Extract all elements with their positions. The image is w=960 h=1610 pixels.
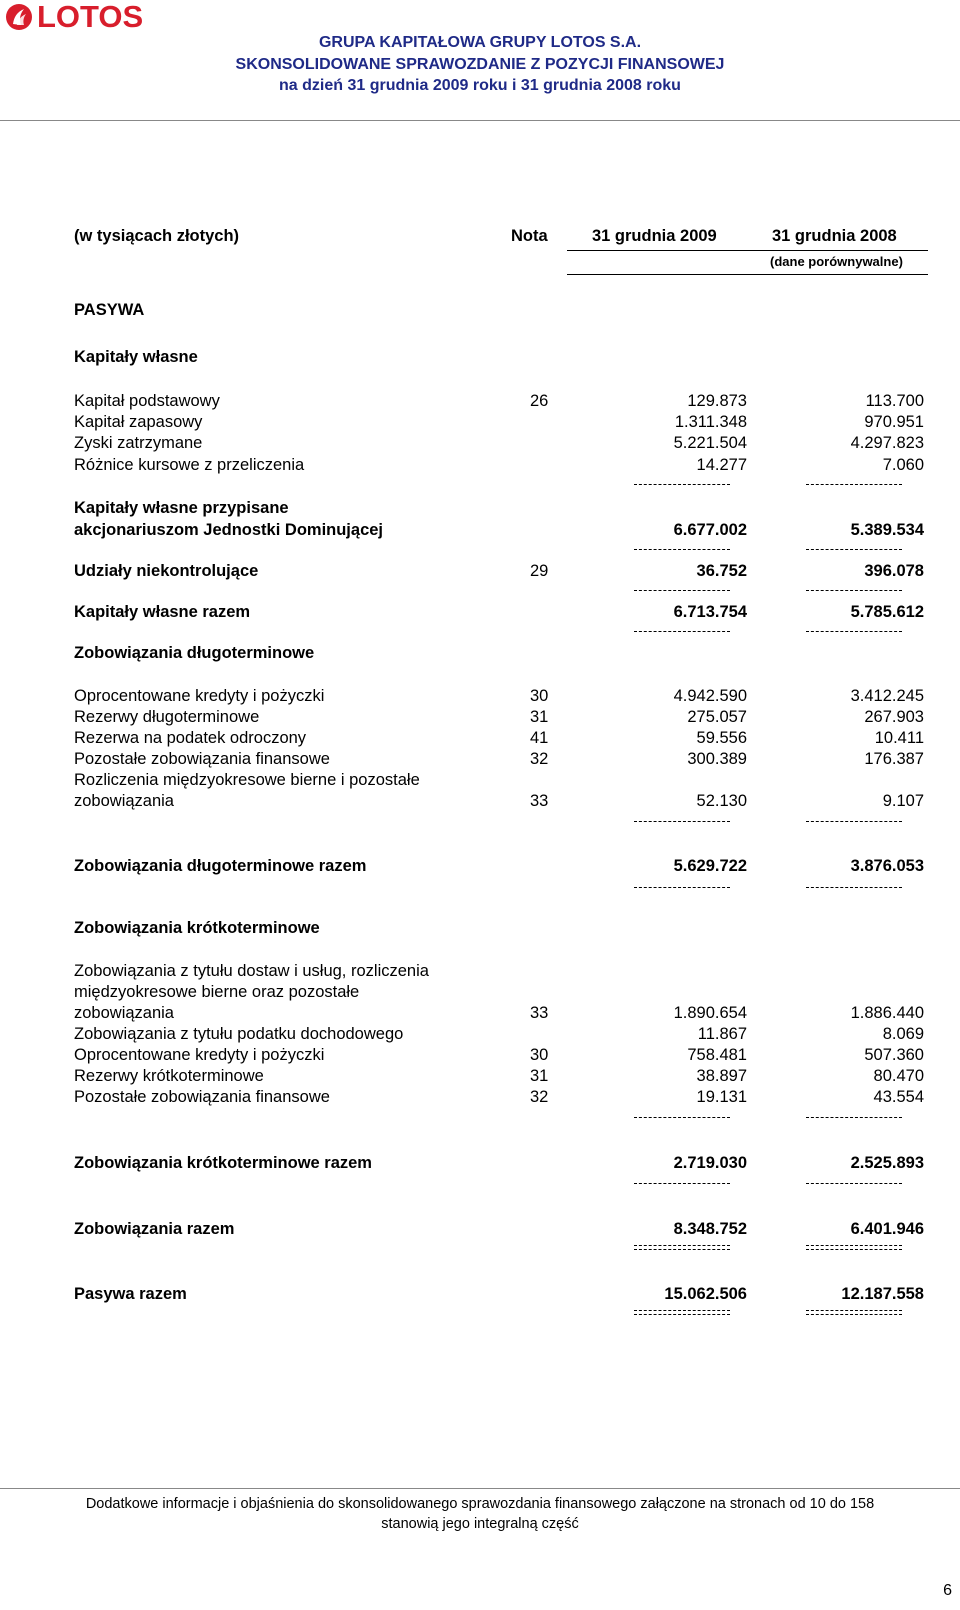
row-nota: 30 [530,1046,549,1064]
row-value-2008: 43.554 [873,1088,924,1106]
subtotal-separator [806,549,902,550]
subtotal-separator [806,887,902,888]
trade-label-line2: międzyokresowe bierne oraz pozostałe [74,983,360,1001]
equity-total-2009: 6.713.754 [673,603,747,621]
row-value-2009: 275.057 [687,708,747,726]
longterm-total-label: Zobowiązania długoterminowe razem [74,857,367,875]
header-line-2: SKONSOLIDOWANE SPRAWOZDANIE Z POZYCJI FINANSOWEJ [235,56,725,73]
row-nota: 30 [530,687,549,705]
header-underline [567,250,928,251]
trade-label-line1: Zobowiązania z tytułu dostaw i usług, rozliczenia [74,962,429,980]
row-value-2009: 1.311.348 [674,413,747,431]
row-label: Różnice kursowe z przeliczenia [74,456,305,474]
header-underline-2 [567,274,928,275]
shortterm-heading: Zobowiązania krótkoterminowe [74,919,320,937]
total-double-separator [806,1245,902,1250]
company-logo [4,0,143,34]
row-value-2008: 267.903 [864,708,924,726]
subtotal-separator [634,887,730,888]
nci-nota: 29 [530,562,549,580]
nci-value-2009: 36.752 [696,562,747,580]
attributable-value-2009: 6.677.002 [673,521,747,539]
row-value-2008: 3.412.245 [850,687,924,705]
col-2008-subheader: (dane porównywalne) [770,254,903,269]
row-label: Rezerwy długoterminowe [74,708,260,726]
col-2009-header: 31 grudnia 2009 [592,227,717,245]
footer-note-line1: Dodatkowe informacje i objaśnienia do skonsolidowanego sprawozdania finansowego załączone na stronach od 10 do 158 [85,1496,875,1512]
header-divider [0,120,960,121]
trade-value-2009: 1.890.654 [673,1004,747,1022]
subtotal-separator [634,1183,730,1184]
row-label: Zobowiązania z tytułu podatku dochodowego [74,1025,404,1043]
row-nota: 41 [530,729,549,747]
trade-nota: 33 [530,1004,549,1022]
row-label: Oprocentowane kredyty i pożyczki [74,687,325,705]
equity-total-2008: 5.785.612 [850,603,924,621]
shortterm-total-label: Zobowiązania krótkoterminowe razem [74,1154,372,1172]
subtotal-separator [806,1183,902,1184]
row-value-2008: 80.470 [873,1067,924,1085]
subtotal-separator [806,631,902,632]
row-nota: 32 [530,750,549,768]
shortterm-total-2009: 2.719.030 [673,1154,747,1172]
subtotal-separator [634,1117,730,1118]
row-value-2009: 59.556 [696,729,747,747]
lotos-flame-icon [4,2,34,32]
row-value-2008: 4.297.823 [850,434,924,452]
footer-note-line2: stanowią jego integralną część [381,1516,579,1532]
row-label: Rezerwa na podatek odroczony [74,729,307,747]
row-value-2008: 176.387 [864,750,924,768]
subtotal-separator [806,590,902,591]
liabilities-total-2008: 6.401.946 [850,1220,924,1238]
liabilities-total-label: Zobowiązania razem [74,1220,235,1238]
subtotal-separator [634,590,730,591]
row-value-2009: 19.131 [696,1088,747,1106]
accruals-nota: 33 [530,792,549,810]
subtotal-separator [634,821,730,822]
row-value-2008: 507.360 [864,1046,924,1064]
row-label: Kapitał podstawowy [74,392,220,410]
shortterm-total-2008: 2.525.893 [850,1154,924,1172]
equity-heading: Kapitały własne [74,348,198,366]
accruals-value-2009: 52.130 [696,792,747,810]
longterm-heading: Zobowiązania długoterminowe [74,644,315,662]
row-value-2009: 5.221.504 [673,434,747,452]
row-value-2008: 8.069 [882,1025,924,1043]
subtotal-separator [806,821,902,822]
total-double-separator [806,1310,902,1315]
accruals-value-2008: 9.107 [882,792,924,810]
logo-text: LOTOS [37,0,144,34]
row-value-2009: 4.942.590 [673,687,747,705]
accruals-label-line1: Rozliczenia międzyokresowe bierne i pozostałe [74,771,420,789]
row-value-2009: 11.867 [697,1025,747,1043]
liabilities-total-2009: 8.348.752 [673,1220,747,1238]
footer-divider [0,1488,960,1489]
row-nota: 26 [530,392,549,410]
row-label: Zyski zatrzymane [74,434,203,452]
row-label: Pozostałe zobowiązania finansowe [74,750,330,768]
subtotal-separator [634,549,730,550]
total-double-separator [634,1310,730,1315]
row-value-2009: 14.277 [696,456,747,474]
grand-total-2009: 15.062.506 [664,1285,747,1303]
subtotal-separator [806,1117,902,1118]
header-line-3: na dzień 31 grudnia 2009 roku i 31 grudnia 2008 roku [279,77,681,94]
equity-total-label: Kapitały własne razem [74,603,251,621]
subtotal-separator [634,484,730,485]
accruals-label-line2: zobowiązania [74,792,174,810]
nci-label: Udziały niekontrolujące [74,562,259,580]
total-double-separator [634,1245,730,1250]
section-title: PASYWA [74,301,145,319]
grand-total-2008: 12.187.558 [841,1285,924,1303]
longterm-total-2009: 5.629.722 [673,857,747,875]
row-value-2008: 970.951 [864,413,924,431]
row-nota: 32 [530,1088,549,1106]
subtotal-separator [634,631,730,632]
row-label: Pozostałe zobowiązania finansowe [74,1088,330,1106]
grand-total-label: Pasywa razem [74,1285,187,1303]
row-label: Oprocentowane kredyty i pożyczki [74,1046,325,1064]
attributable-label-line2: akcjonariuszom Jednostki Dominującej [74,521,384,539]
row-value-2008: 113.700 [865,392,924,410]
longterm-total-2008: 3.876.053 [850,857,924,875]
subtotal-separator [806,484,902,485]
attributable-label-line1: Kapitały własne przypisane [74,499,289,517]
row-nota: 31 [530,1067,549,1085]
row-label: Kapitał zapasowy [74,413,203,431]
trade-value-2008: 1.886.440 [850,1004,924,1022]
row-value-2009: 758.481 [687,1046,747,1064]
attributable-value-2008: 5.389.534 [850,521,924,539]
trade-label-line3: zobowiązania [74,1004,174,1022]
row-value-2009: 129.873 [687,392,747,410]
row-value-2009: 38.897 [696,1067,747,1085]
row-value-2008: 10.411 [874,729,924,747]
nci-value-2008: 396.078 [864,562,924,580]
header-line-1: GRUPA KAPITAŁOWA GRUPY LOTOS S.A. [318,34,642,51]
row-value-2009: 300.389 [687,750,747,768]
col-2008-header: 31 grudnia 2008 [772,227,897,245]
row-label: Rezerwy krótkoterminowe [74,1067,264,1085]
page-number: 6 [943,1582,952,1599]
nota-header: Nota [511,227,548,245]
row-value-2008: 7.060 [882,456,924,474]
unit-label: (w tysiącach złotych) [74,227,240,245]
row-nota: 31 [530,708,549,726]
